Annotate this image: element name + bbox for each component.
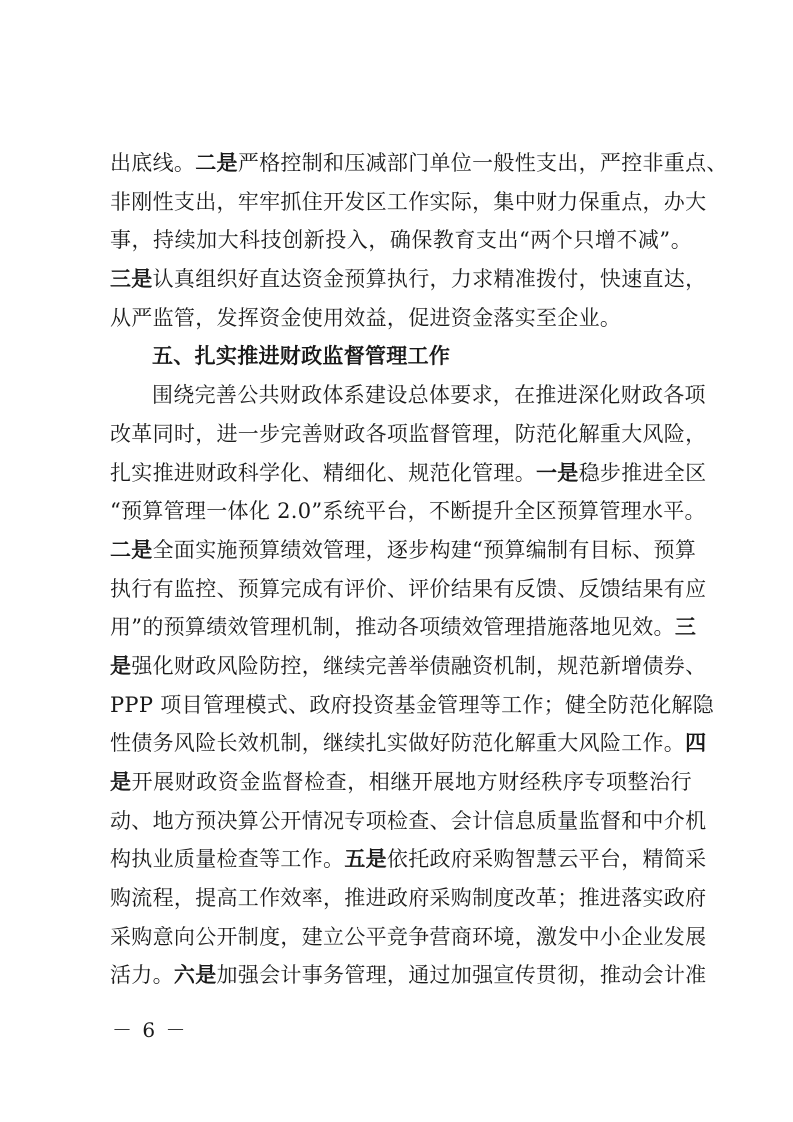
text-segment: 开展财政资金监督检查，相继开展地方财经秩序专项整治行 <box>131 770 692 794</box>
text-segment: “预算管理一体化 2.0”系统平台，不断提升全区预算管理水平。 <box>110 499 706 524</box>
text-line <box>110 686 715 725</box>
text-line <box>110 918 707 957</box>
text-segment: 购流程，提高工作效率，推进政府采购制度改革；推进落实政府 <box>110 886 707 911</box>
emphasis-label: 四 <box>685 731 707 756</box>
text-segment: 事，持续加大科技创新投入，确保教育支出“两个只增不减”。 <box>110 228 692 253</box>
text-segment: PPP 项目管理模式、政府投资基金管理等工作；健全防范化解隐 <box>110 692 715 717</box>
page-number: － 6 － <box>112 1018 188 1042</box>
emphasis-label: 是 <box>110 770 132 794</box>
emphasis-label: 五是 <box>344 847 387 872</box>
text-line <box>110 454 707 493</box>
text-segment: 动、地方预决算公开情况专项检查、会计信息质量监督和中介机 <box>110 808 707 833</box>
text-line <box>110 763 692 802</box>
emphasis-label: 三是 <box>110 267 153 292</box>
text-segment: 性债务风险长效机制，继续扎实做好防范化解重大风险工作。 <box>110 731 686 756</box>
text-line <box>110 608 697 647</box>
text-segment: 严格控制和压减部门单位一般性支出，严控非重点、 <box>237 151 728 175</box>
text-segment: 执行有监控、预算完成有评价、评价结果有反馈、反馈结果有应 <box>110 576 707 601</box>
text-segment: 稳步推进全区 <box>578 460 707 485</box>
section-heading <box>110 337 692 376</box>
text-line <box>110 144 728 183</box>
text-line <box>110 570 707 609</box>
text-line <box>110 802 707 841</box>
text-segment: 围绕完善公共财政体系建设总体要求，在推进深化财政各项 <box>152 383 706 408</box>
text-line <box>110 956 707 995</box>
text-line <box>110 183 707 222</box>
text-line <box>110 260 707 299</box>
emphasis-label: 一是 <box>536 460 579 485</box>
text-line <box>110 879 707 918</box>
text-segment: 构执业质量检查等工作。 <box>110 847 345 872</box>
text-segment: 出底线。 <box>110 151 196 175</box>
emphasis-label: 是 <box>110 653 132 678</box>
text-segment: 认真组织好直达资金预算执行，力求精准拨付，快速直达， <box>152 267 707 292</box>
text-line <box>110 415 707 454</box>
text-segment: 加强会计事务管理，通过加强宣传贯彻，推动会计准 <box>216 963 707 988</box>
emphasis-label: 二是 <box>195 151 238 175</box>
text-line <box>110 492 706 531</box>
text-segment: 采购意向公开制度，建立公平竞争营商环境，激发中小企业发展 <box>110 924 707 949</box>
text-line <box>110 376 706 415</box>
emphasis-label: 六是 <box>173 963 217 988</box>
text-segment: 活力。 <box>110 963 174 988</box>
text-line <box>110 840 707 879</box>
text-segment: 用”的预算绩效管理机制，推动各项绩效管理措施落地见效。 <box>110 615 675 640</box>
text-line <box>110 299 692 338</box>
text-line <box>110 531 697 570</box>
emphasis-label: 二是 <box>110 537 153 562</box>
text-line <box>110 724 707 763</box>
text-line <box>110 647 707 686</box>
text-line <box>110 221 692 260</box>
text-segment: 改革同时，进一步完善财政各项监督管理，防范化解重大风险， <box>110 421 707 446</box>
text-segment: 扎实推进财政科学化、精细化、规范化管理。 <box>110 460 536 485</box>
emphasis-label: 三 <box>674 615 697 640</box>
text-segment: 全面实施预算绩效管理，逐步构建“预算编制有目标、预算 <box>152 537 697 562</box>
text-segment: 从严监管，发挥资金使用效益，促进资金落实至企业。 <box>110 305 622 330</box>
text-segment: 非刚性支出，牢牢抓住开发区工作实际，集中财力保重点，办大 <box>110 189 707 214</box>
text-segment: 五、扎实推进财政监督管理工作 <box>152 344 451 369</box>
body-text <box>110 144 728 995</box>
text-segment: 强化财政风险防控，继续完善举债融资机制，规范新增债券、 <box>131 653 707 678</box>
text-segment: 依托政府采购智慧云平台，精简采 <box>386 847 707 872</box>
